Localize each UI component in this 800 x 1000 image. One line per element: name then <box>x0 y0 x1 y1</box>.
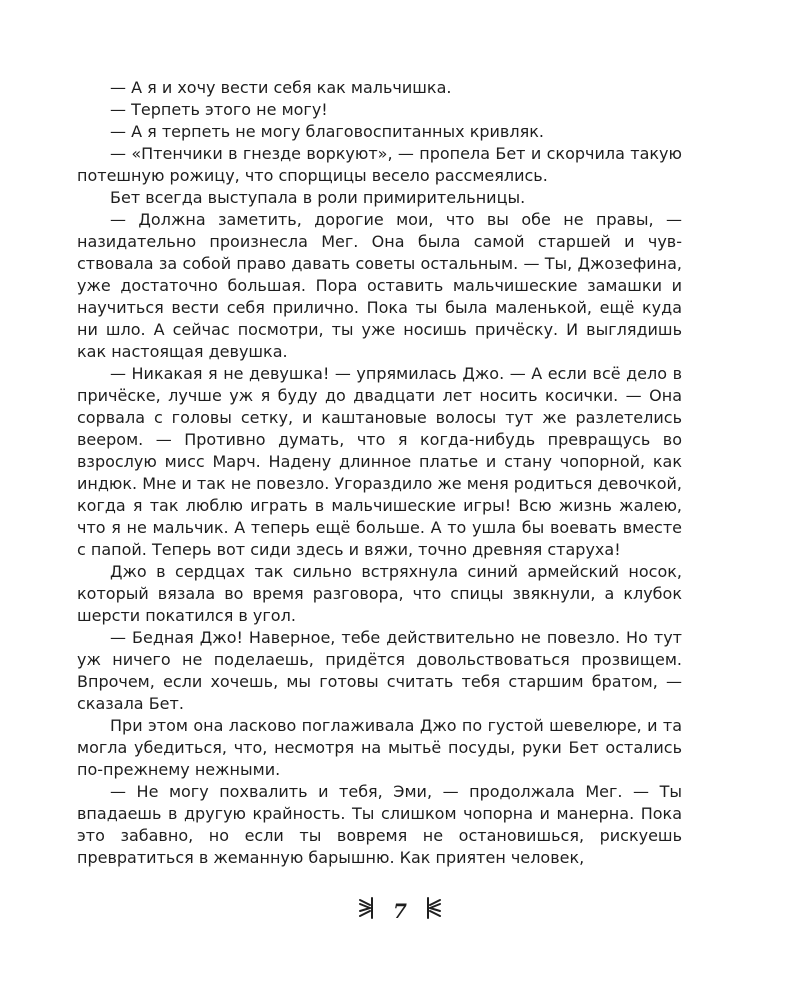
paragraph: — А я и хочу вести себя как мальчишка. <box>110 78 452 97</box>
page-body <box>77 77 682 869</box>
paragraph: — «Птенчики в гнезде воркуют», — пропела Бет и скорчила такую потешную рожицу, что спорщицы весело рассмеялись. <box>77 144 682 185</box>
paragraph: — Бедная Джо! Наверное, тебе действительно не повезло. Но тут уж ничего не поделаешь, придётся довольствоваться прозвищем. Впрочем, если хочешь, мы готовы считать тебя старшим братом, — сказала Бет. <box>77 628 682 713</box>
paragraph: — Должна заметить, дорогие мои, что вы обе не правы, — назидательно произнесла Мег. Она была самой старшей и чувствовала за собой право давать советы остальным. — Ты, Джозефина, уже достаточно большая. Пора оставить мальчишеские замашки и научиться вести себя прилично. Пока ты была маленькой, ещё куда ни шло. А сейчас посмотри, ты уже носишь причёску. И выглядишь как настоящая девушка. <box>77 210 682 361</box>
paragraph: — Никакая я не девушка! — упрямилась Джо. — А если всё дело в причёске, лучше уж я буду до двадцати лет носить косички. — Она сорвала с головы сетку, и каштановые волосы тут же разлетелись веером. — Противно думать, что я когда-нибудь превращусь во взрослую мисс Марч. Надену длинное платье и стану чопорной, как индюк. Мне и так не повезло. Угораздило же меня родиться девочкой, когда я так люблю играть в мальчишеские игры! Всю жизнь жалею, что я не мальчик. А теперь ещё больше. А то ушла бы воевать вместе с папой. Теперь вот сиди здесь и вяжи, точно древняя старуха! <box>77 364 682 559</box>
ornament-left-icon <box>358 897 376 924</box>
ornament-right-icon <box>424 897 442 924</box>
page-folio <box>0 897 800 924</box>
paragraph: При этом она ласково поглаживала Джо по густой шевелюре, и та могла убедиться, что, несмотря на мытьё посуды, руки Бет остались по-прежнему нежными. <box>77 716 682 779</box>
page-number: 7 <box>393 898 407 923</box>
paragraph: — Не могу похвалить и тебя, Эми, — продолжала Мег. — Ты впадаешь в другую крайность. Ты слишком чопорна и манерна. Пока это забавно, но если ты вовремя не остановишься, рискуешь превратиться в жеманную барышню. Как приятен человек, <box>77 782 682 867</box>
paragraph: Джо в сердцах так сильно встряхнула синий армейский носок, который вязала во время разговора, что спицы звякнули, а клубок шерсти покатился в угол. <box>77 562 682 625</box>
paragraph: — Терпеть этого не могу! <box>110 100 328 119</box>
paragraph: — А я терпеть не могу благовоспитанных кривляк. <box>110 122 544 141</box>
paragraph: Бет всегда выступала в роли примирительницы. <box>110 188 526 207</box>
